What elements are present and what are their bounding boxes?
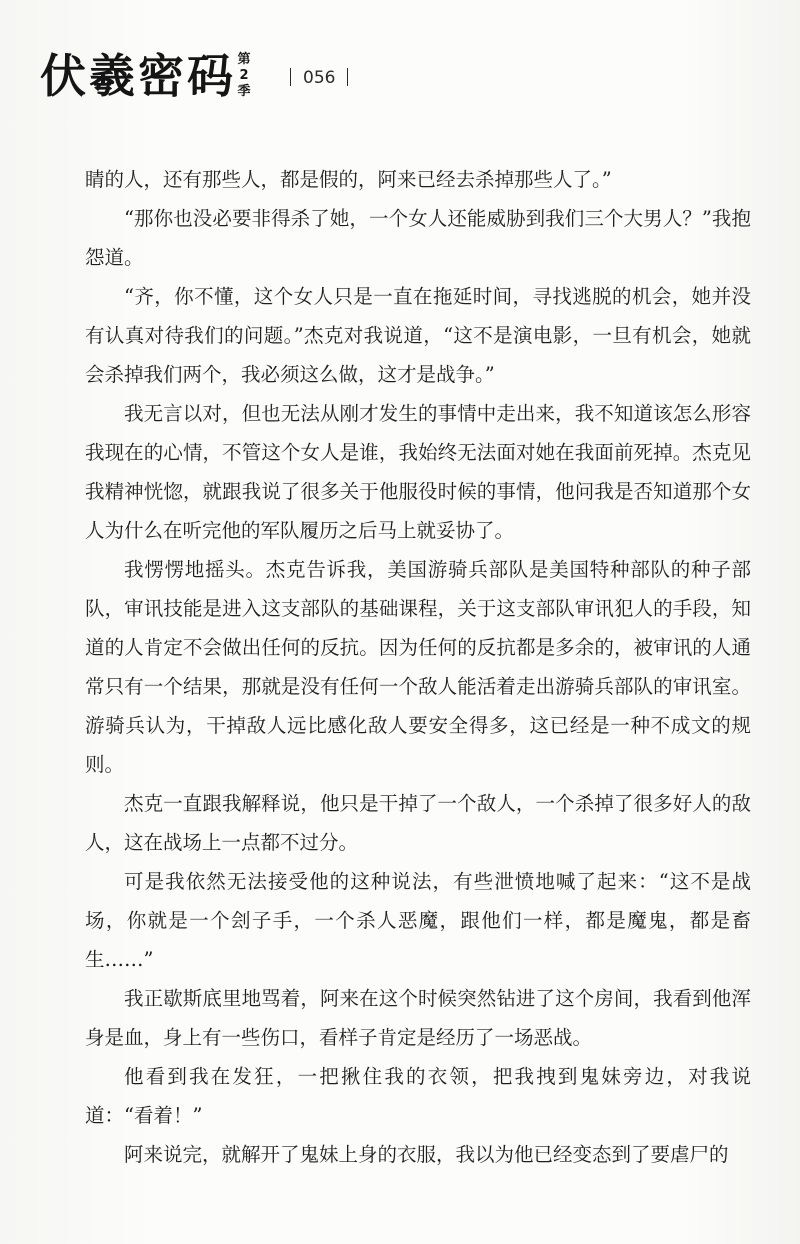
paragraph: 我愣愣地摇头。杰克告诉我，美国游骑兵部队是美国特种部队的种子部队，审讯技能是进入这支部队的基础课程，关于这支部队审讯犯人的手段，知道的人肯定不会做出任何的反抗。因为任何的反抗都是多余的，被审讯的人通常只有一个结果，那就是没有任何一个敌人能活着走出游骑兵部队的审讯室。游骑兵认为，干掉敌人远比感化敌人要安全得多，这已经是一种不成文的规则。 [85,558,751,776]
body-text [85,160,751,1174]
page-number-right-rule [347,68,348,86]
paragraph: “那你也没必要非得杀了她，一个女人还能威胁到我们三个大男人？”我抱怨道。 [85,207,751,269]
page-number: 056 [303,68,336,88]
paragraph-cut-off: 阿来说完，就解开了鬼妹上身的衣服，我以为他已经变态到了要虐尸的 [124,1143,729,1166]
paragraph: 杰克一直跟我解释说，他只是干掉了一个敌人，一个杀掉了很多好人的敌人，这在战场上一点都不过分。 [85,792,751,854]
page-number-left-rule [290,68,291,86]
paragraph: 他看到我在发狂，一把揪住我的衣领，把我拽到鬼妹旁边，对我说道：“看着！” [85,1065,751,1127]
season-label [236,52,252,100]
paragraph: 可是我依然无法接受他的这种说法，有些泄愤地喊了起来：“这不是战场，你就是一个刽子手，一个杀人恶魔，跟他们一样，都是魔鬼，都是畜生……” [85,870,751,971]
paragraph: 我无言以对，但也无法从刚才发生的事情中走出来，我不知道该怎么形容我现在的心情，不管这个女人是谁，我始终无法面对她在我面前死掉。杰克见我精神恍惚，就跟我说了很多关于他服役时候的事情，他问我是否知道那个女人为什么在听完他的军队履历之后马上就妥协了。 [85,402,751,542]
season-label-top: 第2 [237,52,251,83]
paragraph-continuation: 睛的人，还有那些人，都是假的，阿来已经去杀掉那些人了。” [85,168,612,191]
paragraph: 我正歇斯底里地骂着，阿来在这个时候突然钻进了这个房间，我看到他浑身是血，身上有一些伤口，看样子肯定是经历了一场恶战。 [85,987,751,1049]
page-number-box [278,66,360,90]
season-label-bottom: 季 [237,84,251,99]
book-title: 伏羲密码 [40,49,236,103]
paragraph: “齐，你不懂，这个女人只是一直在拖延时间，寻找逃脱的机会，她并没有认真对待我们的问题。”杰克对我说道，“这不是演电影，一旦有机会，她就会杀掉我们两个，我必须这么做，这才是战争。” [85,285,751,386]
